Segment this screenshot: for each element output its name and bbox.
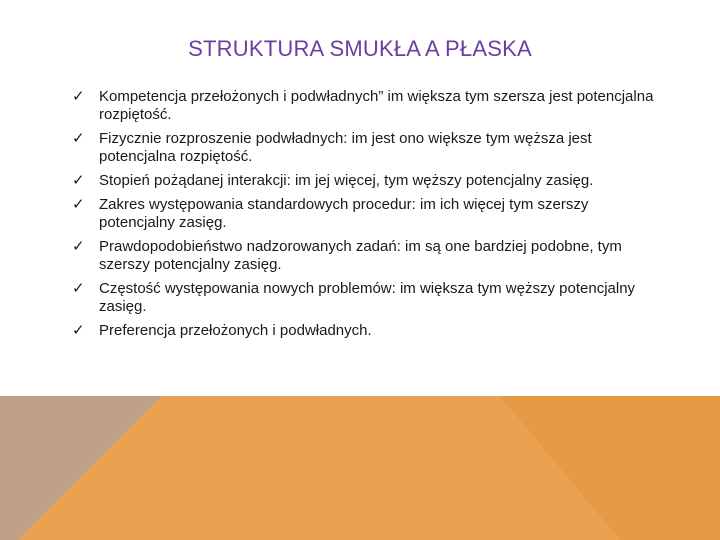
bullet-item — [72, 172, 662, 190]
bullet-item — [72, 280, 662, 316]
bullet-text: Preferencja przełożonych i podwładnych. — [99, 322, 372, 339]
bullet-item — [72, 130, 662, 166]
bullet-item — [72, 88, 662, 124]
checkmark-icon: ✓ — [72, 238, 85, 255]
bullet-text: Fizycznie rozproszenie podwładnych: im jest ono większe tym węższa jest potencjalna rozpiętość. — [99, 130, 592, 165]
checkmark-icon: ✓ — [72, 196, 85, 213]
checkmark-icon: ✓ — [72, 280, 85, 297]
slide-title: STRUKTURA SMUKŁA A PŁASKA — [188, 36, 532, 61]
bullet-text: Kompetencja przełożonych i podwładnych” im większa tym szersza jest potencjalna rozpiętość. — [99, 88, 654, 123]
bullet-item — [72, 322, 662, 340]
checkmark-icon: ✓ — [72, 172, 85, 189]
bullet-text: Częstość występowania nowych problemów: im większa tym węższy potencjalny zasięg. — [99, 280, 636, 315]
bullet-text: Zakres występowania standardowych procedur: im ich więcej tym szerszy potencjalny zasięg. — [99, 196, 589, 231]
bullet-item — [72, 238, 662, 274]
checkmark-icon: ✓ — [72, 130, 85, 147]
checkmark-icon: ✓ — [72, 322, 85, 339]
bullet-item — [72, 196, 662, 232]
checkmark-icon: ✓ — [72, 88, 85, 105]
bullet-text: Prawdopodobieństwo nadzorowanych zadań: im są one bardziej podobne, tym szerszy potencjalny zasięg. — [99, 238, 622, 273]
decorative-footer — [0, 396, 720, 540]
bullet-list — [72, 88, 662, 346]
bullet-text: Stopień pożądanej interakcji: im jej więcej, tym węższy potencjalny zasięg. — [99, 172, 594, 189]
